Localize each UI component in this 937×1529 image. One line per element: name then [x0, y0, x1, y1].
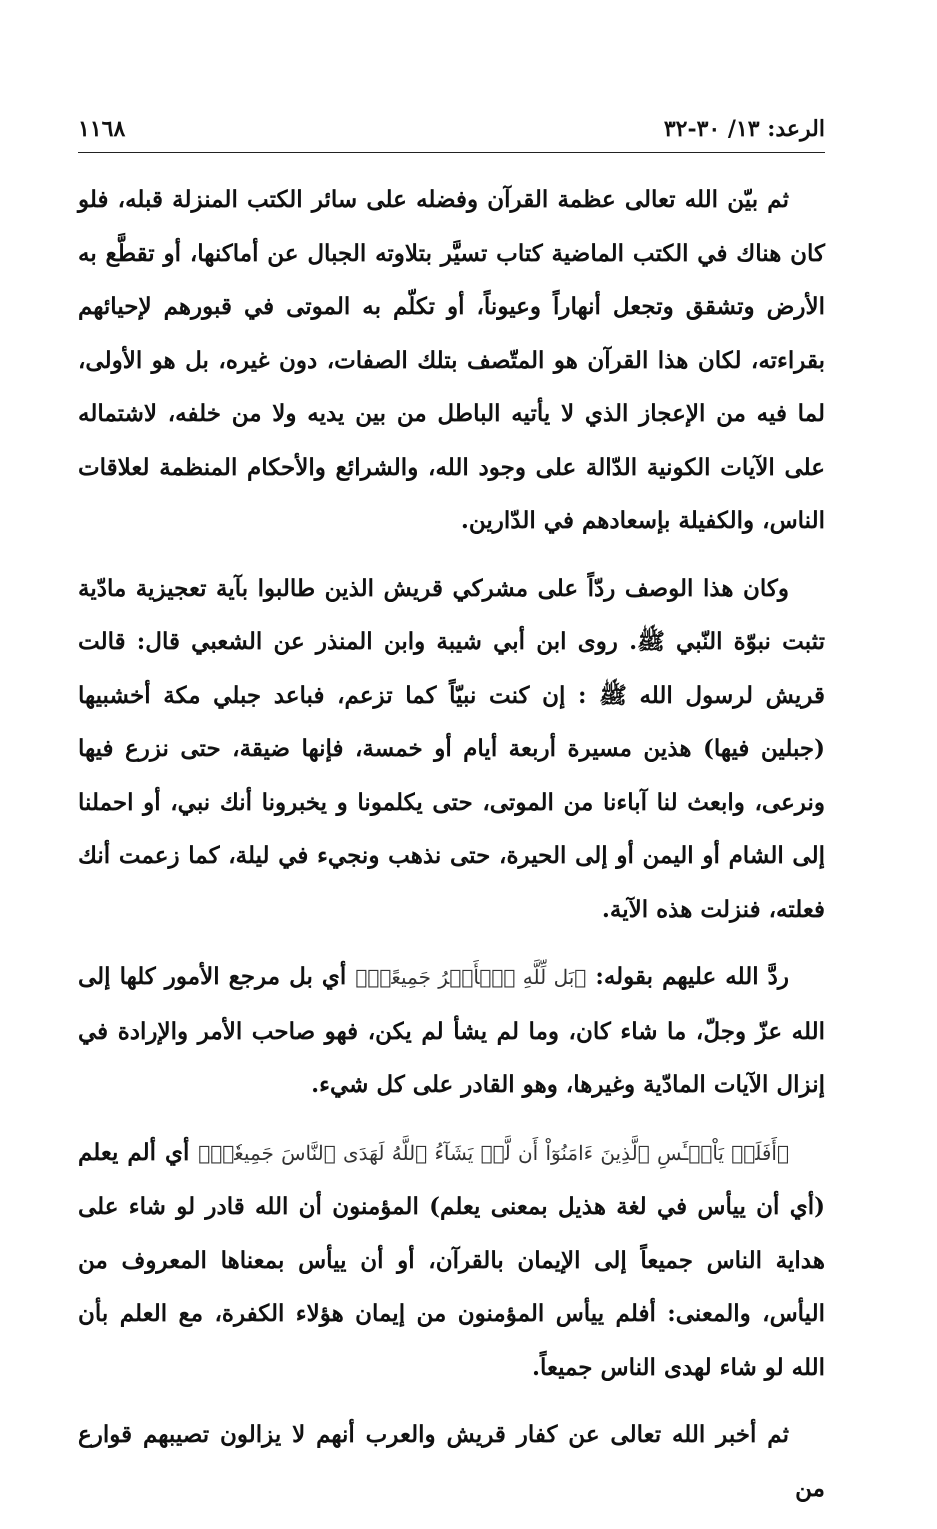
paragraph-quran-excellence: ثم بيّن الله تعالى عظمة القرآن وفضله على سائر الكتب المنزلة قبله، فلو كان هناك في الكتب الماضية كتاب تسيَّر بتلاوته الجبال عن أماكنها، أو تقطَّع به الأرض وتشقق وتجعل أنهاراً وعيوناً، أو تكلّم به الموتى في قبورهم لإحيائهم بقراءته، لكان هذا القرآن هو المتّصف بتلك الصفات، دون غيره، بل هو الأولى، لما فيه من الإعجاز الذي لا يأتيه الباطل من بين يديه ولا من خلفه، لاشتماله على الآيات الكونية الدّالة على وجود الله، والشرائع والأحكام المنظمة لعلاقات الناس، والكفيلة بإسعادهم في الدّارين. — [78, 186, 825, 534]
paragraph-believers-despair — [78, 1126, 825, 1395]
running-header — [78, 112, 825, 152]
paragraph-text: أي بل مرجع الأمور كلها إلى الله عزّ وجلّ، ما شاء كان، وما لم يشأ لم يكن، فهو صاحب الأمر والإرادة في إنزال الآيات المادّية وغيرها، وهو القادر على كل شيء. — [78, 963, 825, 1098]
body-text — [78, 173, 825, 1529]
paragraph-text: ردَّ الله عليهم بقوله: — [586, 963, 789, 990]
page-number: ١١٦٨ — [78, 116, 126, 142]
paragraph-calamities: ثم أخبر الله تعالى عن كفار قريش والعرب أنهم لا يزالون تصيبهم قوارع من — [78, 1421, 825, 1502]
quran-verse: ﴿أَفَلَمۡ يَاْيۡـَٔسِ ٱلَّذِينَ ءَامَنُوٓاْ أَن لَّوۡ يَشَآءُ ٱللَّهُ لَهَدَى ٱلنَّاسَ جَمِيعٗاۗ﴾ — [198, 1140, 789, 1165]
paragraph-quraysh-demand: وكان هذا الوصف ردّاً على مشركي قريش الذين طالبوا بآية تعجيزية مادّية تثبت نبوّة النّبي ﷺ. روى ابن أبي شيبة وابن المنذر عن الشعبي قال: قالت قريش لرسول الله ﷺ : إن كنت نبيّاً كما تزعم، فباعد جبلي مكة أخشبيها (جبلين فيها) هذين مسيرة أربعة أيام أو خمسة، فإنها ضيقة، حتى نزرع فيها ونرعى، وابعث لنا آباءنا من الموتى، حتى يكلمونا و يخبرونا أنك نبي، أو احملنا إلى الشام أو اليمن أو إلى الحيرة، حتى نذهب ونجيء في ليلة، كما زعمت أنك فعلته، فنزلت هذه الآية. — [78, 574, 826, 923]
paragraph-text: أي ألم يعلم (أي أن ييأس في لغة هذيل بمعنى يعلم) المؤمنون أن الله قادر لو شاء على هداية الناس جميعاً إلى الإيمان بالقرآن، أو أن ييأس بمعناها المعروف من اليأس، والمعنى: أفلم ييأس المؤمنون من إيمان هؤلاء الكفرة، مع العلم بأن الله لو شاء لهدى الناس جميعاً. — [78, 1138, 825, 1381]
quran-verse: ﴿بَل لِّلَّهِ ٱلۡأَمۡرُ جَمِيعًاۗ﴾ — [355, 965, 587, 989]
header-divider — [78, 152, 825, 153]
paragraph-god-reply — [78, 950, 825, 1112]
header-title: الرعد: ١٣/ ٣٠-٣٢ — [663, 116, 825, 142]
